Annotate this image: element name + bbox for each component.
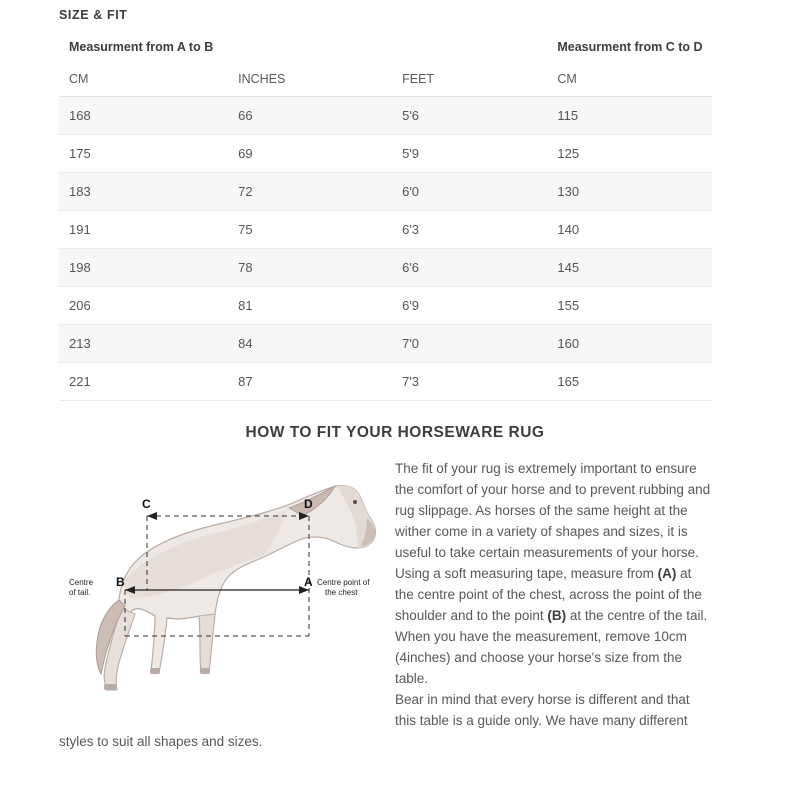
table-row xyxy=(59,363,712,401)
cell-cm-cd: 155 xyxy=(547,287,712,325)
group-header-blank-1 xyxy=(228,36,392,62)
column-header-cm-cd: CM xyxy=(547,62,712,97)
cell-cm-ab: 213 xyxy=(59,325,228,363)
diagram-label-tail-line2: of tail. xyxy=(69,588,91,597)
table-row xyxy=(59,287,712,325)
diagram-label-c: C xyxy=(142,497,151,511)
group-header-a-to-b: Measurment from A to B xyxy=(69,40,214,54)
cell-inches: 84 xyxy=(228,325,392,363)
diagram-label-chest-line1: Centre point of xyxy=(317,578,370,587)
cell-cm-cd: 140 xyxy=(547,211,712,249)
cell-feet: 6'6 xyxy=(392,249,547,287)
diagram-label-d: D xyxy=(304,497,313,511)
cell-feet: 5'9 xyxy=(392,135,547,173)
fit-p2-mid: at the centre point of the chest, across the point of the shoulder and to the point xyxy=(395,566,702,623)
cell-inches: 81 xyxy=(228,287,392,325)
cell-cm-cd: 115 xyxy=(547,97,712,135)
diagram-label-tail-line1: Centre xyxy=(69,578,94,587)
column-header-feet: FEET xyxy=(392,62,547,97)
column-header-inches: INCHES xyxy=(228,62,392,97)
cell-cm-cd: 130 xyxy=(547,173,712,211)
cell-feet: 6'0 xyxy=(392,173,547,211)
diagram-label-a: A xyxy=(304,575,313,589)
fit-point-a: (A) xyxy=(657,566,677,581)
table-group-header-row xyxy=(59,36,712,62)
table-column-header-row xyxy=(59,62,712,97)
cell-cm-ab: 206 xyxy=(59,287,228,325)
table-row xyxy=(59,249,712,287)
cell-cm-ab: 175 xyxy=(59,135,228,173)
cell-feet: 6'3 xyxy=(392,211,547,249)
cell-inches: 87 xyxy=(228,363,392,401)
cell-cm-cd: 125 xyxy=(547,135,712,173)
cell-cm-ab: 198 xyxy=(59,249,228,287)
table-head xyxy=(59,36,712,97)
cell-feet: 5'6 xyxy=(392,97,547,135)
fit-point-b: (B) xyxy=(547,608,567,623)
fit-section-body xyxy=(59,458,711,752)
horse-measurement-diagram xyxy=(59,458,389,728)
diagram-label-b: B xyxy=(116,575,125,589)
fit-paragraph-3: Bear in mind that every horse is different and that this table is a guide only. We have many different styles to suit all shapes and sizes. xyxy=(59,692,690,749)
table-row xyxy=(59,211,712,249)
page-title: SIZE & FIT xyxy=(59,8,128,22)
diagram-label-chest-line2: the chest xyxy=(325,588,358,597)
cell-cm-ab: 168 xyxy=(59,97,228,135)
cell-feet: 7'0 xyxy=(392,325,547,363)
cell-inches: 66 xyxy=(228,97,392,135)
fit-paragraph-1: The fit of your rug is extremely important to ensure the comfort of your horse and to prevent rubbing and rug slippage. As horses of the same height at the wither come in a variety of shapes and sizes, it is useful to take certain measurements of your horse. xyxy=(395,461,711,560)
fit-p2-post: at the centre of the tail. When you have the measurement, remove 10cm (4inches) and choose your horse's size from the table. xyxy=(395,608,708,686)
column-header-cm-ab: CM xyxy=(59,62,228,97)
fit-p2-pre: Using a soft measuring tape, measure from xyxy=(395,566,658,581)
fit-section-title: HOW TO FIT YOUR HORSEWARE RUG xyxy=(245,424,545,441)
table-body xyxy=(59,97,712,401)
cell-cm-ab: 191 xyxy=(59,211,228,249)
cell-inches: 78 xyxy=(228,249,392,287)
cell-inches: 75 xyxy=(228,211,392,249)
cell-inches: 72 xyxy=(228,173,392,211)
cell-cm-ab: 183 xyxy=(59,173,228,211)
size-chart-table xyxy=(59,36,712,401)
cell-cm-ab: 221 xyxy=(59,363,228,401)
cell-cm-cd: 165 xyxy=(547,363,712,401)
cell-cm-cd: 160 xyxy=(547,325,712,363)
cell-inches: 69 xyxy=(228,135,392,173)
table-row xyxy=(59,135,712,173)
table-row xyxy=(59,97,712,135)
cell-cm-cd: 145 xyxy=(547,249,712,287)
cell-feet: 6'9 xyxy=(392,287,547,325)
table-row xyxy=(59,325,712,363)
group-header-c-to-d: Measurment from C to D xyxy=(557,40,703,54)
group-header-blank-2 xyxy=(392,36,547,62)
cell-feet: 7'3 xyxy=(392,363,547,401)
table-row xyxy=(59,173,712,211)
